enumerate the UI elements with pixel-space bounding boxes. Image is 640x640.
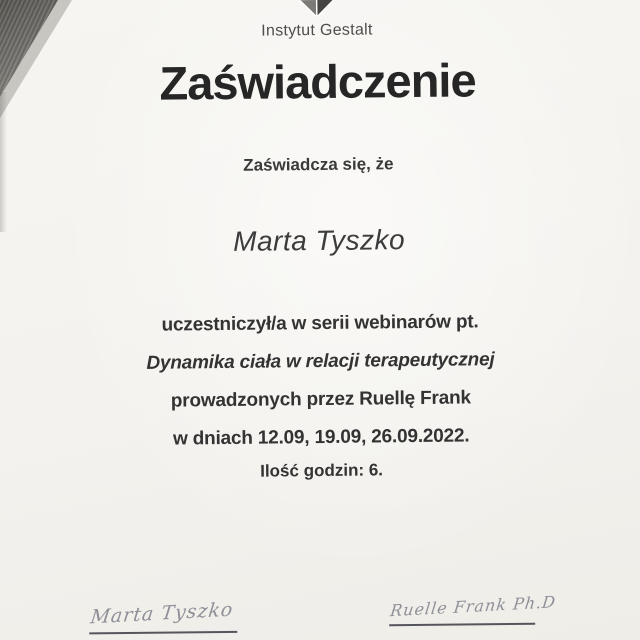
organization-name: Instytut Gestalt [261,21,373,40]
institute-diamond-logo-icon [294,0,340,16]
body-line-participation: uczestniczył/a w serii webinarów pt. [161,311,479,336]
hours-statement: Ilość godzin: 6. [260,460,384,481]
recipient-name: Marta Tyszko [233,224,406,257]
signature-left-block [89,598,239,635]
certificate-title: Zaświadczenie [159,53,476,110]
body-line-dates: w dniach 12.09, 19.09, 26.09.2022. [172,425,470,450]
signature-right-block [389,592,569,626]
signature-right-handwriting: Ruelle Frank Ph.D [389,592,558,621]
body-line-lecturer: prowadzonych przez Ruellę Frank [170,387,471,412]
signature-left-rule [89,631,237,635]
certifies-statement: Zaświadcza się, że [243,154,394,175]
signature-left-handwriting: Marta Tyszko [89,598,235,629]
body-line-webinar-title: Dynamika ciała w relacji terapeutycznej [146,349,495,374]
certificate-body [146,303,496,459]
signature-right-rule [389,623,535,627]
